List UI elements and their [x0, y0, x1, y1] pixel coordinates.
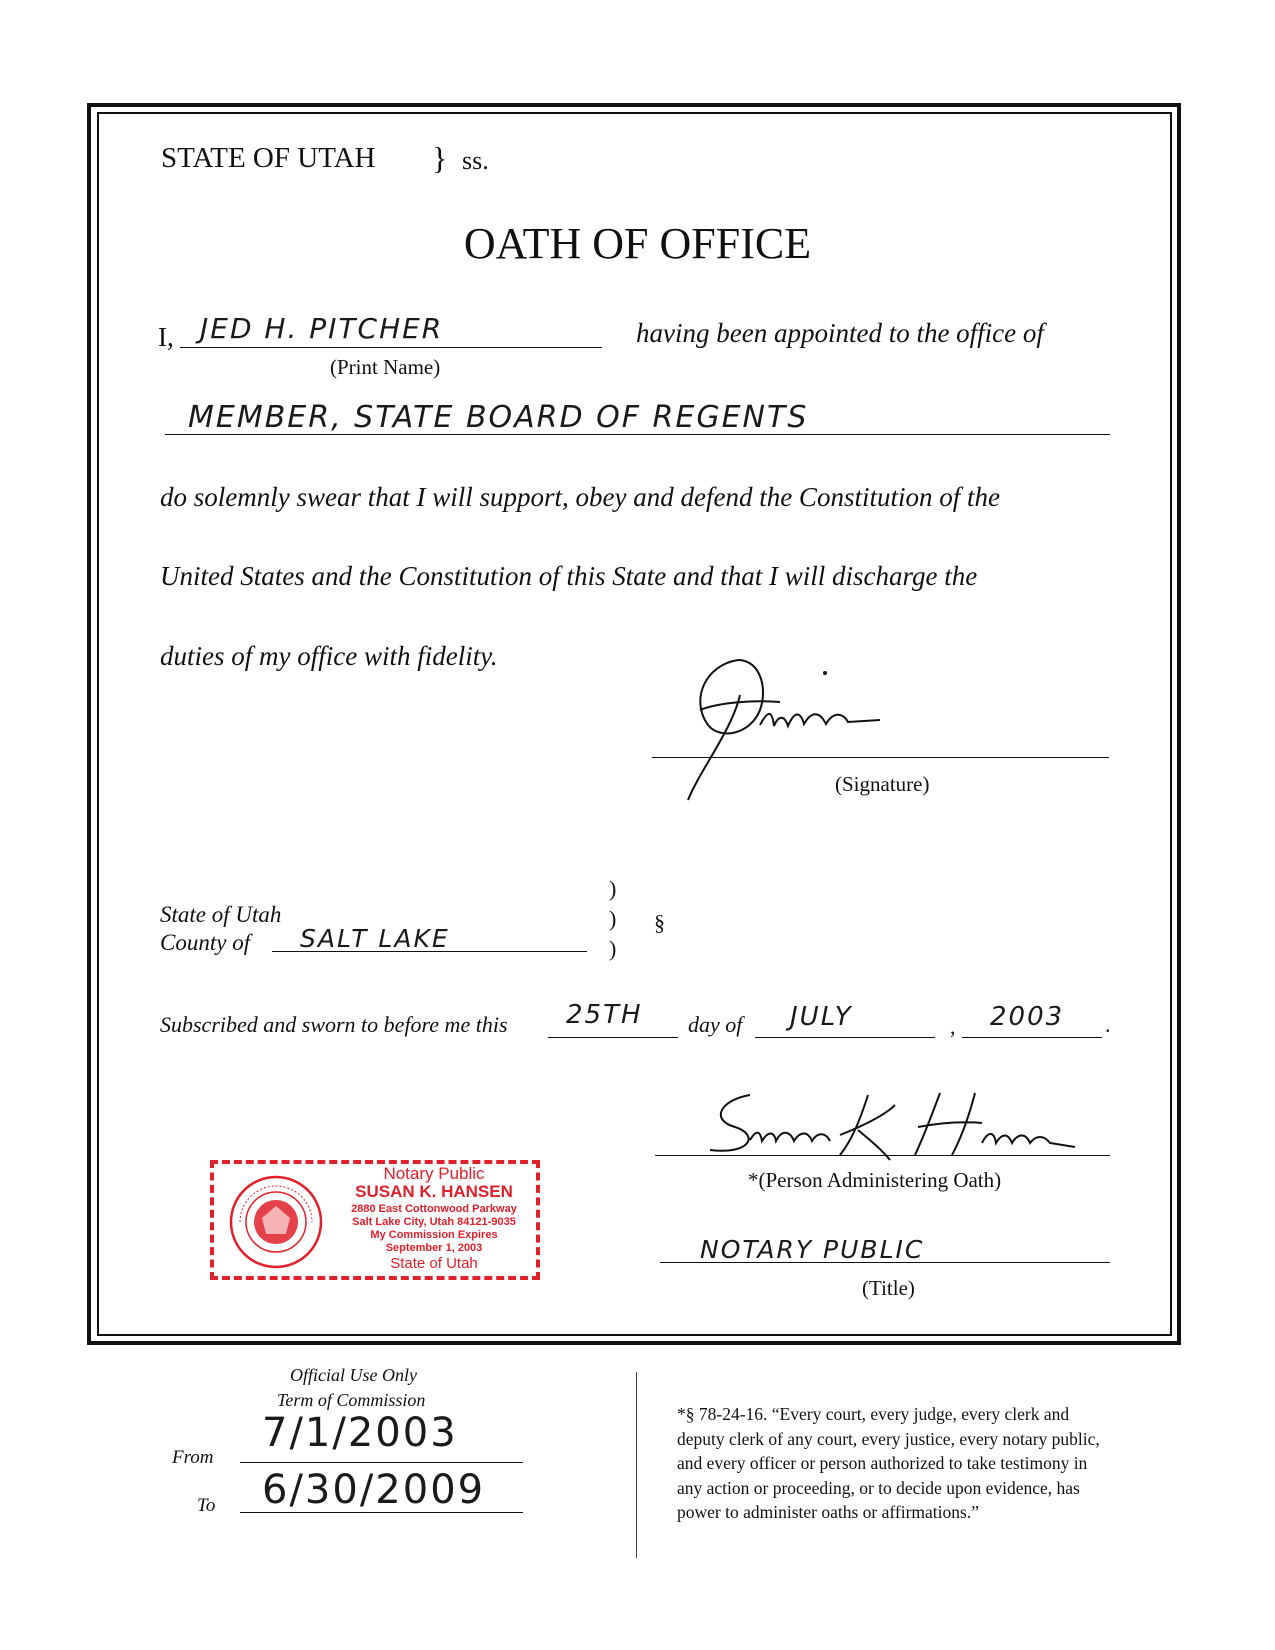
to-line — [240, 1512, 523, 1513]
day-of-text: day of — [688, 1012, 743, 1037]
stamp-expires-label: My Commission Expires — [370, 1229, 498, 1241]
handwritten-name: JED H. PITCHER — [200, 312, 444, 345]
oath-line-2: United States and the Constitution of this State and that I will discharge the — [160, 561, 978, 591]
stamp-address: 2880 East Cottonwood Parkway — [351, 1203, 517, 1215]
from-line — [240, 1462, 523, 1463]
oath-line-1: do solemnly swear that I will support, obey and defend the Constitution of the — [160, 482, 1000, 512]
county-line — [272, 951, 587, 952]
great-seal-icon — [228, 1174, 324, 1270]
state-heading: STATE OF UTAH — [161, 142, 376, 174]
administrator-line — [655, 1155, 1110, 1156]
section-symbol: § — [654, 910, 665, 935]
period: . — [1105, 1012, 1111, 1037]
notary-stamp — [210, 1160, 540, 1280]
administrator-label: *(Person Administering Oath) — [748, 1168, 1002, 1192]
county-label: County of — [160, 930, 251, 955]
signature-line — [652, 757, 1109, 758]
signature-label: (Signature) — [835, 772, 930, 796]
handwritten-county: SALT LAKE — [300, 924, 450, 953]
day-line — [548, 1037, 678, 1038]
stamp-city: Salt Lake City, Utah 84121-9035 — [352, 1216, 516, 1228]
handwritten-year: 2003 — [990, 1002, 1065, 1032]
statute-line-3: and every officer or person authorized to take testimony in — [677, 1453, 1088, 1473]
paren-1: ) — [609, 876, 617, 901]
office-line — [165, 434, 1110, 435]
handwritten-month: JULY — [790, 1002, 853, 1032]
official-use-heading: Official Use Only — [290, 1365, 417, 1385]
handwritten-from-date: 7/1/2003 — [262, 1410, 458, 1456]
document-title: OATH OF OFFICE — [463, 219, 812, 268]
stamp-title: Notary Public — [383, 1164, 485, 1183]
title-line — [660, 1262, 1110, 1263]
oath-prefix: I, — [158, 322, 174, 352]
stamp-name: SUSAN K. HANSEN — [355, 1182, 513, 1201]
name-line — [180, 347, 602, 348]
comma: , — [950, 1014, 956, 1039]
year-line — [962, 1037, 1102, 1038]
from-label: From — [172, 1447, 214, 1468]
handwritten-day: 25TH — [566, 1000, 643, 1030]
title-label: (Title) — [862, 1276, 915, 1300]
stamp-state: State of Utah — [390, 1255, 478, 1272]
statute-line-4: any action or proceeding, or to decide upon evidence, has — [677, 1477, 1080, 1498]
footer-divider — [636, 1372, 637, 1558]
handwritten-to-date: 6/30/2009 — [262, 1467, 486, 1513]
term-heading: Term of Commission — [277, 1390, 426, 1410]
handwritten-title: NOTARY PUBLIC — [700, 1235, 925, 1264]
paren-2: ) — [609, 906, 617, 931]
oath-line-3: duties of my office with fidelity. — [160, 641, 498, 671]
state-label: State of Utah — [160, 902, 282, 927]
hansen-signature — [690, 1085, 1090, 1165]
statute-line-1: *§ 78-24-16. “Every court, every judge, every clerk and — [677, 1404, 1070, 1424]
handwritten-office: MEMBER, STATE BOARD OF REGENTS — [188, 400, 809, 435]
month-line — [755, 1037, 935, 1038]
ss-label: ss. — [462, 146, 489, 175]
statute-text — [677, 1402, 1100, 1525]
statute-line-2: deputy clerk of any court, every justice, every notary public, — [677, 1428, 1100, 1449]
appointed-text: having been appointed to the office of — [636, 318, 1044, 348]
paren-3: ) — [609, 936, 617, 961]
print-name-label: (Print Name) — [330, 355, 441, 379]
brace: } — [432, 140, 448, 176]
stamp-expires-date: September 1, 2003 — [385, 1242, 483, 1254]
statute-line-5: power to administer oaths or affirmations.” — [677, 1502, 979, 1522]
sworn-text: Subscribed and sworn to before me this — [160, 1012, 508, 1037]
to-label: To — [197, 1495, 216, 1516]
